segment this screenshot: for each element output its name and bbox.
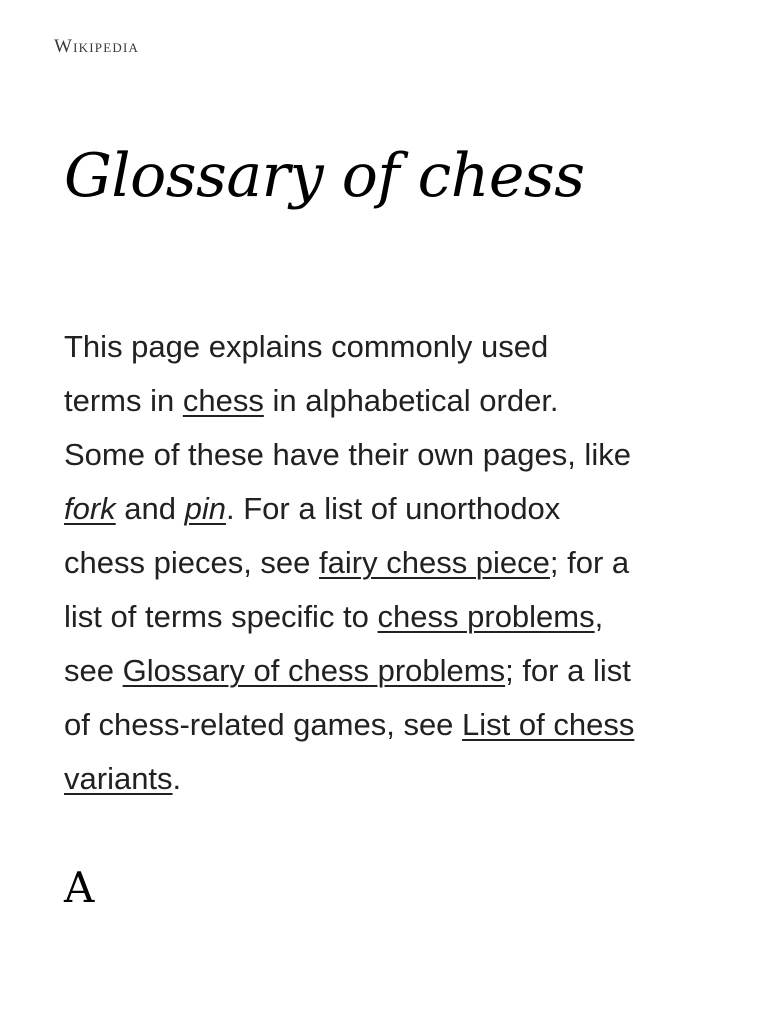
intro-text: chess pieces, see	[64, 545, 320, 580]
intro-text: see	[64, 653, 123, 688]
link-chess-problems[interactable]: chess problems	[377, 599, 595, 634]
link-pin[interactable]: pin	[184, 491, 227, 526]
link-list-of-chess-variants-cont[interactable]: variants	[64, 761, 173, 796]
intro-text: list of terms specific to	[64, 599, 378, 634]
intro-text: terms in	[64, 383, 183, 418]
intro-text: ,	[594, 599, 604, 634]
intro-text: . For a list of unorthodox	[226, 491, 561, 526]
wikipedia-logo[interactable]: Wikipedia	[54, 36, 140, 57]
intro-text: and	[115, 491, 185, 526]
page-title: Glossary of chess	[64, 141, 585, 211]
intro-text: This page explains commonly used	[64, 329, 549, 364]
link-list-of-chess-variants[interactable]: List of chess	[462, 707, 635, 742]
link-chess[interactable]: chess	[182, 383, 264, 418]
intro-text: in alphabetical order.	[263, 383, 559, 418]
section-heading-a[interactable]: A	[64, 863, 95, 912]
intro-paragraph	[64, 320, 724, 806]
intro-text: ; for a list	[505, 653, 631, 688]
intro-line	[64, 644, 724, 698]
intro-text: .	[172, 761, 182, 796]
intro-text: of chess-related games, see	[64, 707, 463, 742]
intro-text: Some of these have their own pages, like	[64, 437, 631, 472]
intro-line	[64, 536, 724, 590]
intro-text: ; for a	[549, 545, 630, 580]
intro-line	[64, 482, 724, 536]
intro-line	[64, 590, 724, 644]
link-glossary-of-chess-problems[interactable]: Glossary of chess problems	[122, 653, 506, 688]
link-fork[interactable]: fork	[64, 491, 116, 526]
intro-line	[64, 320, 724, 374]
intro-line	[64, 428, 724, 482]
intro-line	[64, 752, 724, 806]
intro-line	[64, 698, 724, 752]
intro-line	[64, 374, 724, 428]
link-fairy-chess-piece[interactable]: fairy chess piece	[319, 545, 550, 580]
